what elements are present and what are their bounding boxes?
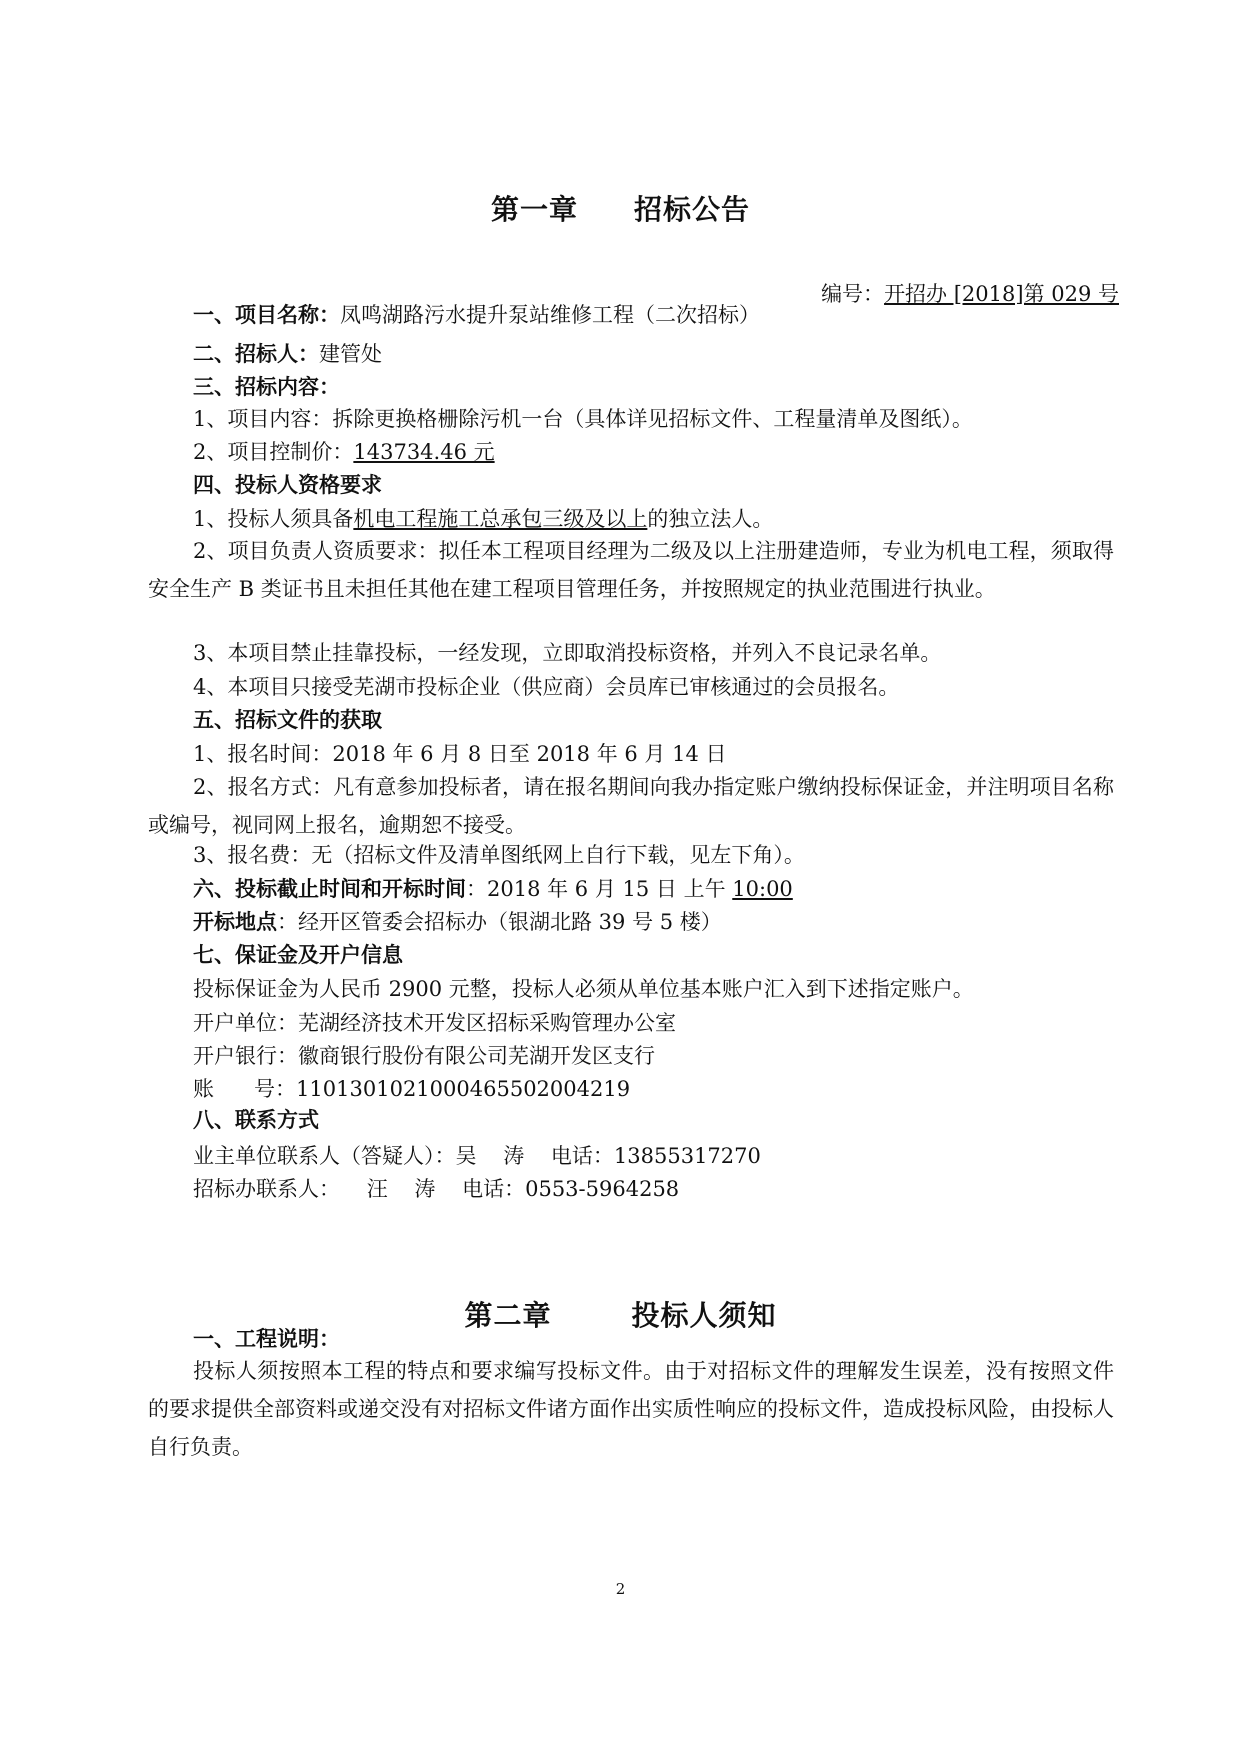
contact-line-2: 招标办联系人： 汪 涛 电话：0553-5964258 (193, 1177, 680, 1201)
deadline-time: 10:00 (732, 877, 793, 901)
opening-place-label: 开标地点 (193, 910, 277, 934)
content-item-1: 1、项目内容：拆除更换格栅除污机一台（具体详见招标文件、工程量清单及图纸）。 (193, 407, 973, 431)
section-heading: 六、投标截止时间和开标时间 (193, 877, 466, 901)
opening-place (193, 910, 722, 934)
control-price-label: 2、项目控制价： (193, 440, 354, 464)
document-number-label: 编号： (821, 282, 885, 306)
section-text: 凤鸣湖路污水提升泵站维修工程（二次招标） (340, 303, 760, 327)
deposit-line-3: 开户银行：徽商银行股份有限公司芜湖开发区支行 (193, 1044, 655, 1068)
deposit-line-4 (193, 1077, 630, 1101)
page-number: 2 (615, 1580, 626, 1598)
chapter-2-title (0, 1294, 1241, 1334)
section-tenderer (193, 342, 382, 366)
qualification-item-4: 4、本项目只接受芜湖市投标企业（供应商）会员库已审核通过的会员报名。 (193, 675, 900, 699)
qualification-text-end: 的独立法人。 (647, 507, 774, 531)
deadline-text: ：2018 年 6 月 15 日 上午 (466, 877, 733, 901)
document-number (821, 278, 1119, 308)
section-heading-documents: 五、招标文件的获取 (193, 708, 382, 732)
chapter-2-name: 投标人须知 (631, 1299, 777, 1332)
content-item-2 (193, 440, 495, 464)
section-heading: 一、项目名称： (193, 303, 340, 327)
chapter-1-name: 招标公告 (634, 193, 751, 226)
qualification-item-2: 2、项目负责人资质要求：拟任本工程项目经理为二级及以上注册建造师，专业为机电工程，须取得安全生产 B 类证书且未担任其他在建工程项目管理任务，并按照规定的执业范围进行执业。 (148, 539, 1114, 601)
chapter-2-label: 第二章 (464, 1299, 552, 1332)
chapter-1-title (0, 188, 1241, 228)
documents-item-1: 1、报名时间：2018 年 6 月 8 日至 2018 年 6 月 14 日 (193, 742, 727, 766)
qualification-item-3: 3、本项目禁止挂靠投标，一经发现，立即取消投标资格，并列入不良记录名单。 (193, 641, 942, 665)
section-heading-deposit: 七、保证金及开户信息 (193, 943, 403, 967)
section-heading: 二、招标人： (193, 342, 319, 366)
section-heading-contact: 八、联系方式 (193, 1108, 319, 1132)
document-number-value: 开招办 [2018]第 029 号 (884, 282, 1119, 306)
documents-item-3: 3、报名费：无（招标文件及清单图纸网上自行下载，见左下角）。 (193, 843, 805, 867)
section-text: 建管处 (319, 342, 382, 366)
project-description-text: 投标人须按照本工程的特点和要求编写投标文件。由于对招标文件的理解发生误差，没有按照文件的要求提供全部资料或递交没有对招标文件诸方面作出实质性响应的投标文件，造成投标风险，由投标人自行负责。 (148, 1359, 1114, 1459)
section-deadline (193, 877, 793, 901)
deposit-line-1: 投标保证金为人民币 2900 元整，投标人必须从单位基本账户汇入到下述指定账户。 (193, 977, 974, 1001)
chapter-1-label: 第一章 (490, 193, 578, 226)
account-label: 账 号： (193, 1077, 297, 1101)
section-heading-content: 三、招标内容： (193, 375, 340, 399)
qualification-text: 1、投标人须具备 (193, 507, 354, 531)
qualification-level: 机电工程施工总承包三级及以上 (353, 507, 648, 531)
qualification-item-1 (193, 507, 773, 531)
opening-place-text: ：经开区管委会招标办（银湖北路 39 号 5 楼） (277, 910, 722, 934)
section-project-name (193, 303, 760, 327)
account-number: 1101301021000465502004219 (296, 1077, 631, 1101)
control-price-value: 143734.46 元 (353, 440, 495, 464)
deposit-line-2: 开户单位：芜湖经济技术开发区招标采购管理办公室 (193, 1011, 676, 1035)
contact-line-1: 业主单位联系人（答疑人）：吴 涛 电话：13855317270 (193, 1144, 761, 1168)
section-heading-project-description: 一、工程说明： (193, 1327, 340, 1351)
section-heading-qualification: 四、投标人资格要求 (193, 473, 382, 497)
documents-item-2: 2、报名方式：凡有意参加投标者，请在报名期间向我办指定账户缴纳投标保证金，并注明项目名称或编号，视同网上报名，逾期恕不接受。 (148, 775, 1114, 837)
